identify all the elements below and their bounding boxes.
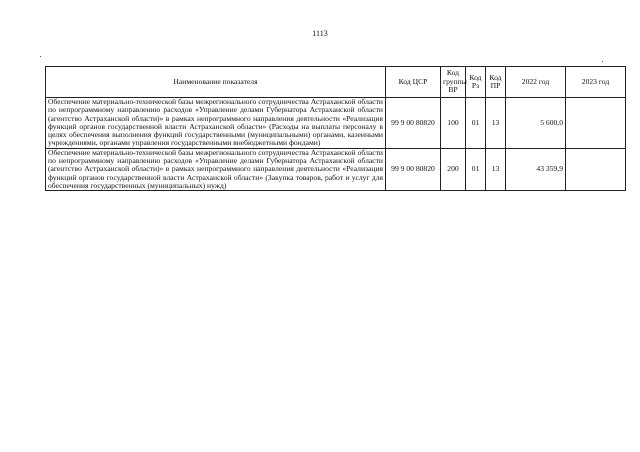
row-pr-code: 13 xyxy=(486,148,506,190)
header-vr-group-code: Код группы ВР xyxy=(441,67,466,98)
row-name: Обеспечение материально-технической базы межрегионального сотрудничества Астраханской области по непрограммному направлению расходов «Управление делами Губернатора Астраханской области (агентство Астраханской области)» в рамках непрограммного направления деятельности «Реализация функций органов государственной власти Астраханской области» (Закупка товаров, работ и услуг для обеспечения государственных (муниципальных) нужд) xyxy=(46,148,386,190)
table-row xyxy=(46,98,626,149)
row-pr-code: 13 xyxy=(486,98,506,149)
budget-table xyxy=(45,66,626,191)
header-year-2023: 2023 год xyxy=(566,67,626,98)
table-row xyxy=(46,148,626,190)
row-year-2023 xyxy=(566,148,626,190)
row-vr-group-code: 100 xyxy=(441,98,466,149)
page-number: 1113 xyxy=(312,29,328,38)
row-rz-code: 01 xyxy=(466,98,486,149)
header-pr-code: Код ПР xyxy=(486,67,506,98)
row-year-2022: 43 359,9 xyxy=(506,148,566,190)
scan-speck xyxy=(602,61,603,62)
header-csr-code: Код ЦСР xyxy=(386,67,441,98)
scan-speck xyxy=(40,56,41,57)
row-year-2023 xyxy=(566,98,626,149)
row-year-2022: 5 600,0 xyxy=(506,98,566,149)
row-rz-code: 01 xyxy=(466,148,486,190)
row-vr-group-code: 200 xyxy=(441,148,466,190)
row-csr-code: 99 9 00 80820 xyxy=(386,98,441,149)
row-csr-code: 99 9 00 80820 xyxy=(386,148,441,190)
header-year-2022: 2022 год xyxy=(506,67,566,98)
header-name: Наименование показателя xyxy=(46,67,386,98)
table-header-row xyxy=(46,67,626,98)
header-rz-code: Код Рз xyxy=(466,67,486,98)
row-name: Обеспечение материально-технической базы межрегионального сотрудничества Астраханской области по непрограммному направлению расходов «Управление делами Губернатора Астраханской области (агентство Астраханской области)» в рамках непрограммного направления деятельности «Реализация функций органов государственной власти Астраханской области» (Расходы на выплаты персоналу в целях обеспечения выполнения функций государственными (муниципальными) органами, казенными учреждениями, органами управления государственными внебюджетными фондами) xyxy=(46,98,386,149)
